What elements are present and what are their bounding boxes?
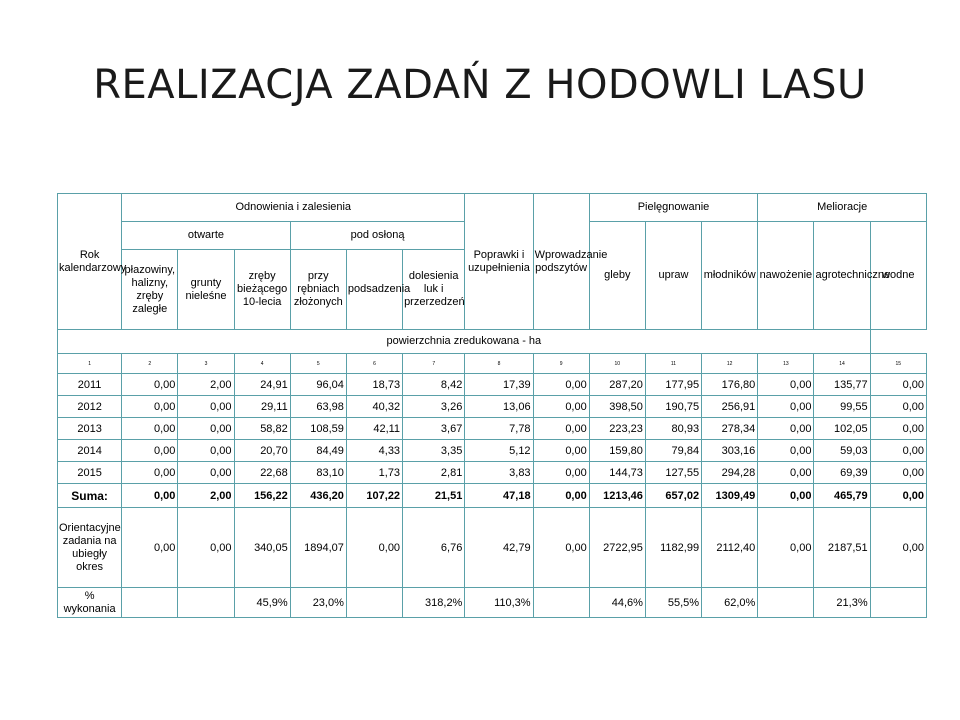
- value-cell: 2,00: [178, 374, 234, 396]
- value-cell: 176,80: [702, 374, 758, 396]
- value-cell: 0,00: [122, 462, 178, 484]
- value-cell: 657,02: [645, 484, 701, 508]
- column-index-cell: 13: [758, 354, 814, 374]
- value-cell: 0,00: [758, 374, 814, 396]
- value-cell: 1894,07: [290, 508, 346, 588]
- value-cell: 0,00: [178, 462, 234, 484]
- value-cell: 42,79: [465, 508, 533, 588]
- column-index-cell: 3: [178, 354, 234, 374]
- value-cell: 0,00: [870, 396, 926, 418]
- column-index-cell: 4: [234, 354, 290, 374]
- value-cell: 0,00: [178, 508, 234, 588]
- forestry-table: [57, 193, 927, 618]
- value-cell: 144,73: [589, 462, 645, 484]
- column-index-cell: 11: [645, 354, 701, 374]
- value-cell: 436,20: [290, 484, 346, 508]
- value-cell: 465,79: [814, 484, 870, 508]
- header-odnowienia: Odnowienia i zalesienia: [122, 194, 465, 222]
- value-cell: 5,12: [465, 440, 533, 462]
- header-zreby: zręby bieżącego 10-lecia: [234, 250, 290, 330]
- value-cell: 0,00: [178, 418, 234, 440]
- value-cell: 0,00: [870, 418, 926, 440]
- value-cell: 2,81: [403, 462, 465, 484]
- value-cell: 287,20: [589, 374, 645, 396]
- header-agrotechniczne: agrotechniczne: [814, 222, 870, 330]
- value-cell: 0,00: [870, 440, 926, 462]
- header-nawozenie: nawożenie: [758, 222, 814, 330]
- value-cell: 1213,46: [589, 484, 645, 508]
- header-otwarte: otwarte: [122, 222, 291, 250]
- value-cell: 223,23: [589, 418, 645, 440]
- percent-row: [58, 588, 927, 618]
- header-wodne: wodne: [870, 222, 926, 330]
- value-cell: 80,93: [645, 418, 701, 440]
- value-cell: 340,05: [234, 508, 290, 588]
- value-cell: [870, 588, 926, 618]
- value-cell: 23,0%: [290, 588, 346, 618]
- header-podsadzenia: podsadzenia: [346, 250, 402, 330]
- value-cell: 0,00: [758, 418, 814, 440]
- value-cell: 2,00: [178, 484, 234, 508]
- value-cell: 47,18: [465, 484, 533, 508]
- value-cell: [346, 588, 402, 618]
- value-cell: 0,00: [758, 462, 814, 484]
- value-cell: 0,00: [122, 484, 178, 508]
- orientation-row: [58, 508, 927, 588]
- value-cell: [758, 588, 814, 618]
- value-cell: [178, 588, 234, 618]
- value-cell: 0,00: [122, 374, 178, 396]
- value-cell: 79,84: [645, 440, 701, 462]
- value-cell: 1182,99: [645, 508, 701, 588]
- value-cell: 0,00: [870, 462, 926, 484]
- header-pod-oslona: pod osłoną: [290, 222, 465, 250]
- row-label: 2013: [58, 418, 122, 440]
- column-index-row: [58, 354, 927, 374]
- row-label: 2012: [58, 396, 122, 418]
- value-cell: 0,00: [122, 508, 178, 588]
- value-cell: 0,00: [533, 396, 589, 418]
- sum-row: [58, 484, 927, 508]
- value-cell: 318,2%: [403, 588, 465, 618]
- header-poprawki: Poprawki i uzupełnienia: [465, 194, 533, 330]
- value-cell: 62,0%: [702, 588, 758, 618]
- value-cell: 7,78: [465, 418, 533, 440]
- value-cell: 55,5%: [645, 588, 701, 618]
- year-row: [58, 374, 927, 396]
- header-melioracje: Melioracje: [758, 194, 927, 222]
- column-index-cell: 10: [589, 354, 645, 374]
- header-plazowiny: płazowiny, halizny, zręby zaległe: [122, 250, 178, 330]
- header-pielegnowanie: Pielęgnowanie: [589, 194, 758, 222]
- value-cell: 0,00: [122, 418, 178, 440]
- row-label: 2015: [58, 462, 122, 484]
- row-label: % wykonania: [58, 588, 122, 618]
- column-index-cell: 5: [290, 354, 346, 374]
- header-rok: Rok kalendarzowy: [58, 194, 122, 330]
- value-cell: 0,00: [533, 440, 589, 462]
- value-cell: 17,39: [465, 374, 533, 396]
- value-cell: 294,28: [702, 462, 758, 484]
- value-cell: 13,06: [465, 396, 533, 418]
- value-cell: 84,49: [290, 440, 346, 462]
- page-title: REALIZACJA ZADAŃ Z HODOWLI LASU: [93, 62, 867, 108]
- value-cell: 1309,49: [702, 484, 758, 508]
- value-cell: 3,26: [403, 396, 465, 418]
- value-cell: 20,70: [234, 440, 290, 462]
- value-cell: 24,91: [234, 374, 290, 396]
- value-cell: 102,05: [814, 418, 870, 440]
- value-cell: 2187,51: [814, 508, 870, 588]
- value-cell: [533, 588, 589, 618]
- value-cell: 159,80: [589, 440, 645, 462]
- value-cell: 110,3%: [465, 588, 533, 618]
- value-cell: 0,00: [346, 508, 402, 588]
- row-label: 2011: [58, 374, 122, 396]
- value-cell: 2722,95: [589, 508, 645, 588]
- value-cell: 3,83: [465, 462, 533, 484]
- value-cell: 0,00: [758, 396, 814, 418]
- value-cell: 135,77: [814, 374, 870, 396]
- value-cell: 69,39: [814, 462, 870, 484]
- header-upraw: upraw: [645, 222, 701, 330]
- value-cell: 99,55: [814, 396, 870, 418]
- column-index-cell: 15: [870, 354, 926, 374]
- row-label: Orientacyjne zadania na ubiegły okres: [58, 508, 122, 588]
- value-cell: 156,22: [234, 484, 290, 508]
- value-cell: 59,03: [814, 440, 870, 462]
- year-row: [58, 462, 927, 484]
- value-cell: 45,9%: [234, 588, 290, 618]
- column-index-cell: 7: [403, 354, 465, 374]
- value-cell: 40,32: [346, 396, 402, 418]
- value-cell: 0,00: [178, 440, 234, 462]
- value-cell: 8,42: [403, 374, 465, 396]
- column-index-cell: 1: [58, 354, 122, 374]
- value-cell: 278,34: [702, 418, 758, 440]
- value-cell: 0,00: [122, 396, 178, 418]
- value-cell: 21,51: [403, 484, 465, 508]
- value-cell: 256,91: [702, 396, 758, 418]
- value-cell: 96,04: [290, 374, 346, 396]
- column-index-cell: 9: [533, 354, 589, 374]
- value-cell: 1,73: [346, 462, 402, 484]
- value-cell: 21,3%: [814, 588, 870, 618]
- header-wprowadzanie: Wprowadzanie podszytów: [533, 194, 589, 330]
- value-cell: 4,33: [346, 440, 402, 462]
- value-cell: 303,16: [702, 440, 758, 462]
- column-index-cell: 6: [346, 354, 402, 374]
- header-grunty: grunty nieleśne: [178, 250, 234, 330]
- value-cell: 6,76: [403, 508, 465, 588]
- value-cell: 2112,40: [702, 508, 758, 588]
- column-index-cell: 2: [122, 354, 178, 374]
- value-cell: 0,00: [122, 440, 178, 462]
- year-row: [58, 440, 927, 462]
- value-cell: 58,82: [234, 418, 290, 440]
- value-cell: 3,67: [403, 418, 465, 440]
- value-cell: 29,11: [234, 396, 290, 418]
- value-cell: 398,50: [589, 396, 645, 418]
- header-unit: powierzchnia zredukowana - ha: [58, 330, 871, 354]
- value-cell: 0,00: [758, 484, 814, 508]
- value-cell: [122, 588, 178, 618]
- column-index-cell: 14: [814, 354, 870, 374]
- value-cell: 0,00: [870, 508, 926, 588]
- value-cell: 177,95: [645, 374, 701, 396]
- header-przy-rebniach: przy rębniach złożonych: [290, 250, 346, 330]
- value-cell: 0,00: [178, 396, 234, 418]
- value-cell: 0,00: [533, 484, 589, 508]
- row-label: Suma:: [58, 484, 122, 508]
- year-row: [58, 396, 927, 418]
- header-dolesienia: dolesienia luk i przerzedzeń: [403, 250, 465, 330]
- column-index-cell: 12: [702, 354, 758, 374]
- value-cell: 0,00: [533, 418, 589, 440]
- column-index-cell: 8: [465, 354, 533, 374]
- value-cell: 0,00: [870, 374, 926, 396]
- value-cell: 0,00: [758, 440, 814, 462]
- value-cell: 83,10: [290, 462, 346, 484]
- value-cell: 0,00: [533, 374, 589, 396]
- value-cell: 18,73: [346, 374, 402, 396]
- value-cell: 0,00: [758, 508, 814, 588]
- value-cell: 107,22: [346, 484, 402, 508]
- row-label: 2014: [58, 440, 122, 462]
- value-cell: 44,6%: [589, 588, 645, 618]
- value-cell: 0,00: [533, 508, 589, 588]
- value-cell: 3,35: [403, 440, 465, 462]
- value-cell: 190,75: [645, 396, 701, 418]
- value-cell: 22,68: [234, 462, 290, 484]
- header-gleby: gleby: [589, 222, 645, 330]
- year-row: [58, 418, 927, 440]
- value-cell: 0,00: [533, 462, 589, 484]
- header-mlodnikow: młodników: [702, 222, 758, 330]
- value-cell: 108,59: [290, 418, 346, 440]
- value-cell: 127,55: [645, 462, 701, 484]
- value-cell: 0,00: [870, 484, 926, 508]
- value-cell: 42,11: [346, 418, 402, 440]
- value-cell: 63,98: [290, 396, 346, 418]
